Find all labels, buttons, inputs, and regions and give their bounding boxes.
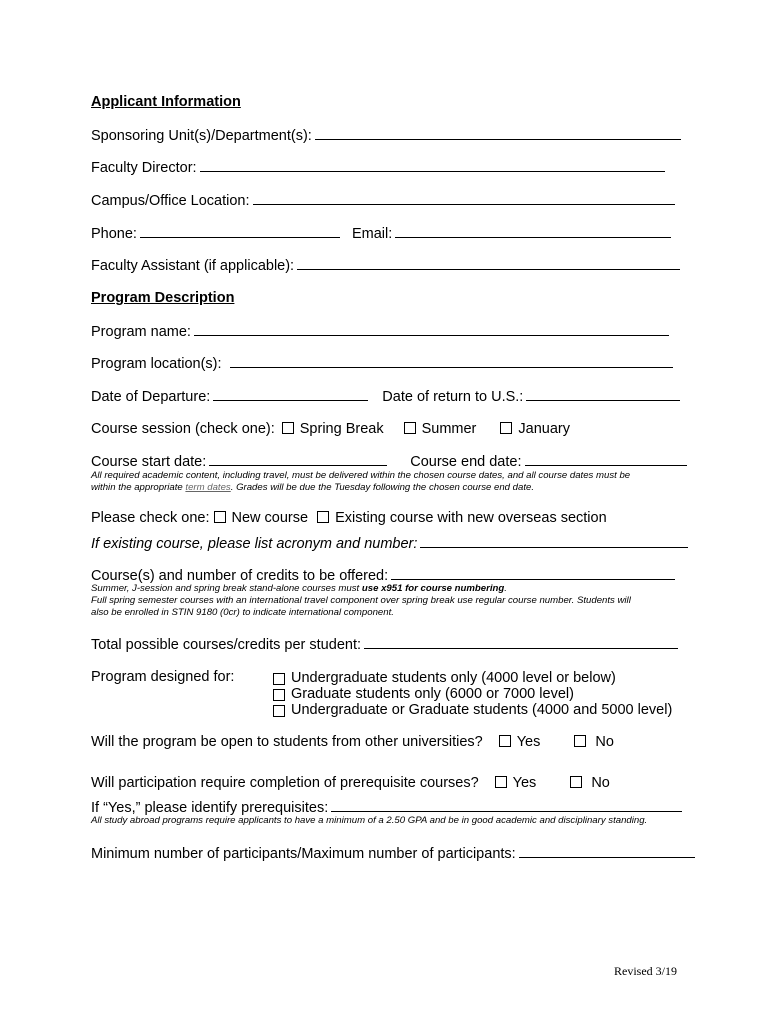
identify-prereqs-field[interactable] [331,799,682,812]
credits-note-line2: Full spring semester courses with an international travel component over spring break use regular course number. Students will [91,595,631,606]
program-name-row [91,323,669,340]
undergrad-or-grad-option [273,702,672,718]
course-end-field[interactable] [525,453,687,466]
existing-course-prompt: If existing course, please list acronym and number: [91,536,418,552]
program-description-heading [91,290,234,306]
undergrad-only-checkbox[interactable] [273,673,285,685]
program-description-heading-text: Program Description [91,290,235,306]
participants-field[interactable] [519,845,695,858]
sponsoring-unit-row [91,127,681,144]
course-dates-row [91,453,687,470]
phone-field[interactable] [140,225,340,238]
credits-row [91,567,675,584]
credits-note-text-c: . [504,583,507,594]
grad-only-option [273,686,672,702]
open-no-label: No [595,734,614,750]
campus-location-row [91,192,675,209]
applicant-info-heading [91,94,241,110]
prereq-no-label: No [591,775,610,791]
total-credits-field[interactable] [364,636,678,649]
term-dates-link[interactable]: term dates [185,482,231,493]
credits-note-emphasis: use x951 for course numbering [361,583,505,594]
faculty-director-row [91,159,665,176]
faculty-director-label: Faculty Director: [91,160,197,176]
campus-location-field[interactable] [253,192,675,205]
course-dates-note [91,470,630,494]
course-dates-note-line1: All required academic content, including travel, must be delivered within the chosen course dates, and all course dates must be [91,470,631,481]
credits-note [91,583,631,619]
existing-course-field[interactable] [420,535,688,548]
program-name-label: Program name: [91,324,191,340]
total-credits-row [91,636,678,653]
participants-row [91,845,695,862]
course-start-field[interactable] [209,453,387,466]
program-name-field[interactable] [194,323,669,336]
sponsoring-unit-label: Sponsoring Unit(s)/Department(s): [91,128,312,144]
revision-date: Revised 3/19 [614,964,677,978]
spring-break-checkbox[interactable] [282,422,294,434]
prerequisite-row [91,775,610,791]
credits-label: Course(s) and number of credits to be offered: [91,568,389,584]
sponsoring-unit-field[interactable] [315,127,681,140]
gpa-note [91,815,647,827]
return-date-label: Date of return to U.S.: [382,389,524,405]
faculty-director-field[interactable] [200,159,665,172]
undergrad-or-grad-label: Undergraduate or Graduate students (4000 and 5000 level) [291,702,673,718]
departure-date-field[interactable] [213,388,368,401]
open-no-checkbox[interactable] [574,735,586,747]
total-credits-label: Total possible courses/credits per student: [91,637,361,653]
applicant-info-heading-text: Applicant Information [91,94,241,110]
course-session-row [91,421,570,437]
undergrad-only-option [273,670,672,686]
return-date-field[interactable] [526,388,680,401]
program-location-label: Program location(s): [91,356,222,372]
existing-course-checkbox[interactable] [317,511,329,523]
open-to-others-row [91,734,614,750]
phone-email-row [91,225,671,242]
summer-checkbox[interactable] [404,422,416,434]
credits-note-line3: also be enrolled in STIN 9180 (0cr) to indicate international component. [91,607,394,618]
new-course-label: New course [231,510,309,526]
grad-only-checkbox[interactable] [273,689,285,701]
prerequisite-question: Will participation require completion of prerequisite courses? [91,775,479,791]
credits-field[interactable] [391,567,675,580]
grad-only-label: Graduate students only (6000 or 7000 level) [291,686,574,702]
spring-break-label: Spring Break [299,421,384,437]
designed-for-options [273,670,672,718]
prereq-no-checkbox[interactable] [570,776,582,788]
participants-label: Minimum number of participants/Maximum number of participants: [91,846,516,862]
course-type-row [91,510,607,526]
open-yes-checkbox[interactable] [499,735,511,747]
undergrad-or-grad-checkbox[interactable] [273,705,285,717]
faculty-assistant-row [91,257,680,274]
course-dates-note-text-b: . Grades will be due the Tuesday following the chosen course end date. [230,482,535,493]
designed-for-label: Program designed for: [91,669,235,685]
new-course-checkbox[interactable] [214,511,226,523]
course-session-label: Course session (check one): [91,421,275,437]
credits-note-text-a: Summer, J-session and spring break stand-alone courses must [91,583,362,594]
gpa-note-text: All study abroad programs require applicants to have a minimum of a 2.50 GPA and be in good academic and disciplinary standing. [91,815,648,826]
course-end-label: Course end date: [410,454,522,470]
open-yes-label: Yes [516,734,541,750]
prereq-yes-label: Yes [512,775,537,791]
campus-location-label: Campus/Office Location: [91,193,250,209]
january-checkbox[interactable] [500,422,512,434]
phone-label: Phone: [91,226,137,242]
faculty-assistant-field[interactable] [297,257,680,270]
course-start-label: Course start date: [91,454,207,470]
email-field[interactable] [395,225,671,238]
existing-course-row [91,535,688,552]
program-location-row [91,355,673,372]
january-label: January [518,421,570,437]
open-to-others-question: Will the program be open to students from other universities? [91,734,483,750]
check-one-label: Please check one: [91,510,210,526]
email-label: Email: [351,226,393,242]
faculty-assistant-label: Faculty Assistant (if applicable): [91,258,295,274]
designed-for-row [91,669,234,685]
dates-row [91,388,680,405]
prereq-yes-checkbox[interactable] [495,776,507,788]
course-dates-note-line2 [91,482,630,494]
summer-label: Summer [421,421,477,437]
identify-prereqs-label: If “Yes,” please identify prerequisites: [91,800,329,816]
program-location-field[interactable] [230,355,673,368]
existing-course-label: Existing course with new overseas section [335,510,607,526]
credits-note-line1 [91,583,631,595]
identify-prereqs-row [91,799,682,816]
course-dates-note-text-a: within the appropriate [91,482,186,493]
departure-date-label: Date of Departure: [91,389,211,405]
undergrad-only-label: Undergraduate students only (4000 level or below) [291,670,616,686]
